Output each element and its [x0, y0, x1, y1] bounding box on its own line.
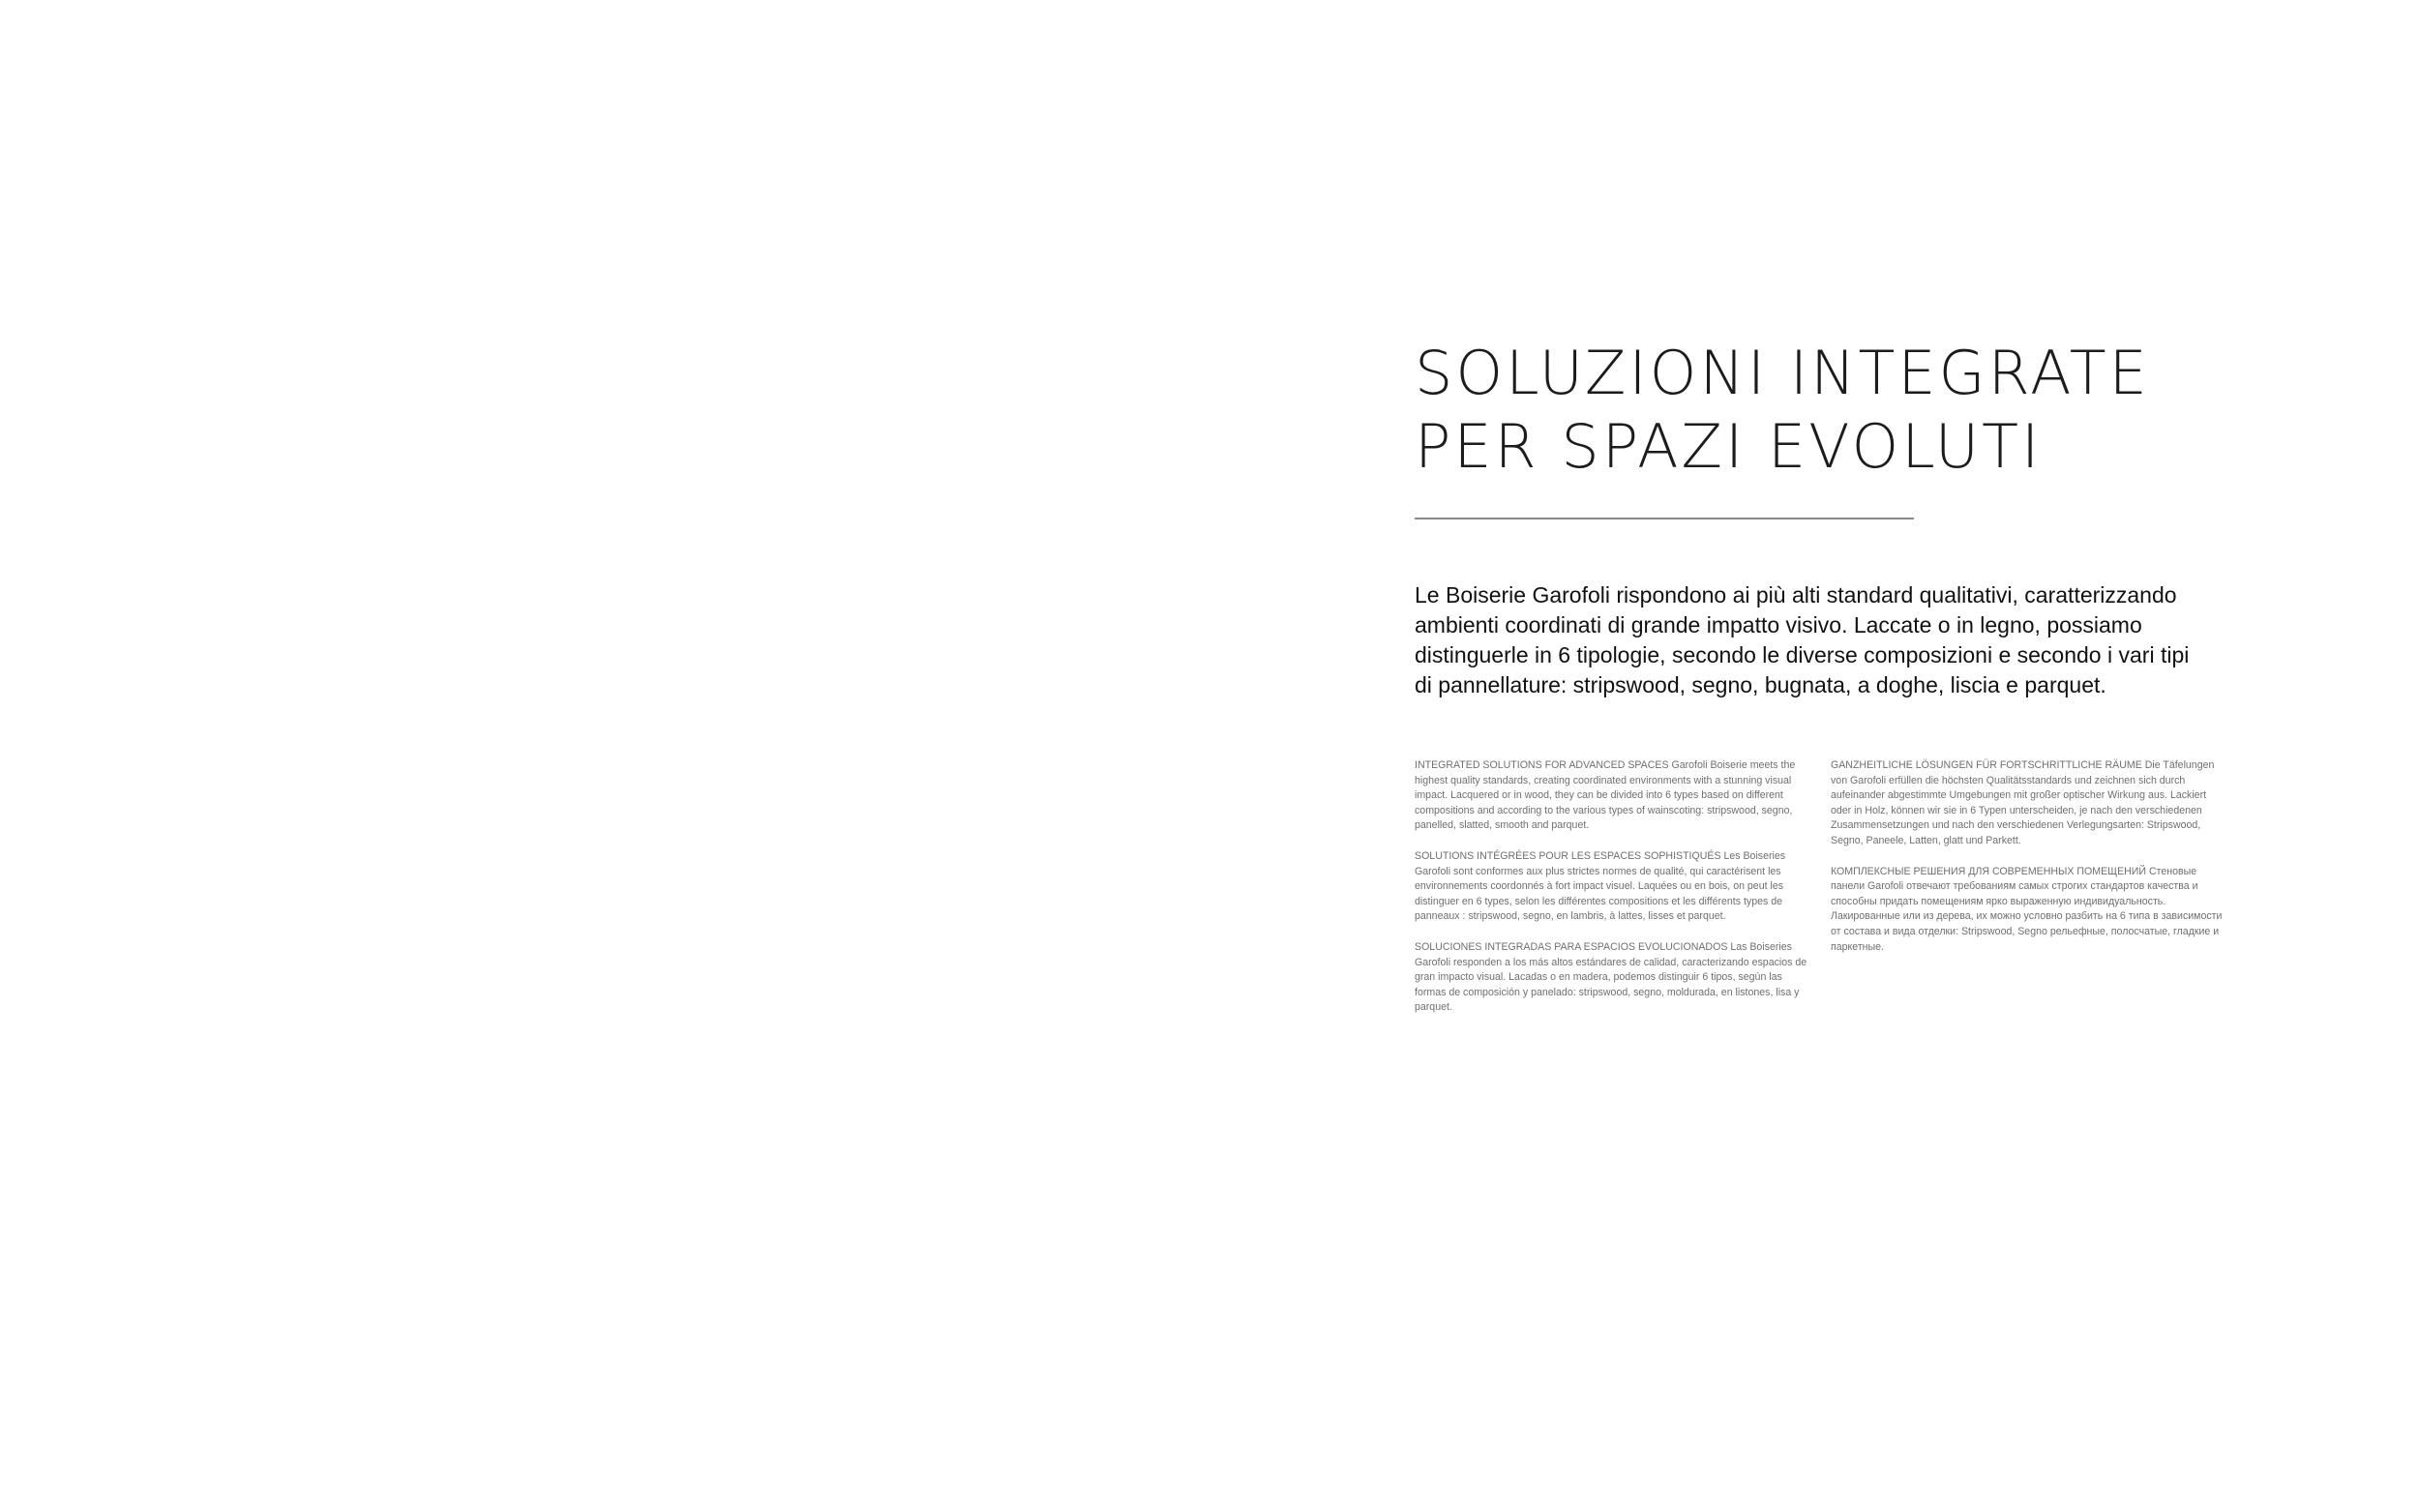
translation-ru — [1831, 865, 2225, 956]
translation-es — [1415, 940, 1809, 1016]
page-title — [1415, 337, 2285, 484]
translation-en-heading: INTEGRATED SOLUTIONS FOR ADVANCED SPACES — [1415, 759, 1672, 771]
translation-fr-body: Les Boiseries Garofoli sont conformes aux plus strictes normes de qualité, qui caractérisent les environnements coordonnés à fort impact visuel. Laquées ou en bois, on peut les distinguer en 6 types, selon les différentes compositions et les différents types de panneaux : stripswood, segno, en lambris, à lattes, lisses et parquet. — [1415, 849, 1786, 923]
translation-ru-body: Стеновые панели Garofoli отвечают требованиям самых строгих стандартов качества и способны придать помещениям ярко выраженную индивидуальность. Лакированные или из дерева, их можно условно разбить на 6 типа в зависимости от состава и вида отделки: Stripswood, Segno рельефные, полосчатые, гладкие и паркетные. — [1831, 865, 2223, 953]
translation-de — [1831, 758, 2225, 849]
translations-column-right — [1831, 758, 2225, 970]
title-divider — [1415, 518, 1914, 519]
translations-column-left — [1415, 758, 1809, 1031]
page-title-line-2: PER SPAZI EVOLUTI — [1415, 411, 2043, 482]
translation-en — [1415, 758, 1809, 834]
translation-es-body: Las Boiseries Garofoli responden a los más altos estándares de calidad, caracterizando espacios de gran impacto visual. Lacadas o en madera, podemos distinguir 6 tipos, según las formas de composición y panelado: stripswood, segno, moldurada, en listones, lisa y parquet. — [1415, 940, 1807, 1014]
translation-de-heading: GANZHEITLICHE LÖSUNGEN FÜR FORTSCHRITTLICHE RÄUME — [1831, 759, 2145, 771]
translation-de-body: Die Täfelungen von Garofoli erfüllen die höchsten Qualitätsstandards und zeichnen sich durch aufeinander abgestimmte Umgebungen mit großer optischer Wirkung aus. Lackiert oder in Holz, können wir sie in 6 Typen unterscheiden, je nach den verschiedenen Zusammensetzungen und nach den verschiedenen Verlegungsarten: Stripswood, Segno, Paneele, Latten, glatt und Parkett. — [1831, 759, 2215, 846]
intro-paragraph: Le Boiserie Garofoli rispondono ai più alti standard qualitativi, caratterizzando ambienti coordinati di grande impatto visivo. Laccate o in legno, possiamo distinguerle in 6 tipologie, secondo le diverse composizioni e secondo i vari tipi di pannellature: stripswood, segno, bugnata, a doghe, liscia e parquet. — [1415, 582, 2190, 697]
page-title-line-1: SOLUZIONI INTEGRATE — [1415, 338, 2150, 408]
translation-es-heading: SOLUCIONES INTEGRADAS PARA ESPACIOS EVOLUCIONADOS — [1415, 940, 1731, 953]
translation-en-body: Garofoli Boiserie meets the highest quality standards, creating coordinated environments with a stunning visual impact. Lacquered or in wood, they can be divided into 6 types based on different compositions and according to the various types of wainscoting: stripswood, segno, panelled, slatted, smooth and parquet. — [1415, 759, 1796, 832]
translation-fr-heading: SOLUTIONS INTÉGRÉES POUR LES ESPACES SOPHISTIQUÉS — [1415, 849, 1724, 862]
translation-fr — [1415, 849, 1809, 925]
translation-ru-heading: КОМПЛЕКСНЫЕ РЕШЕНИЯ ДЛЯ СОВРЕМЕННЫХ ПОМЕЩЕНИЙ — [1831, 865, 2149, 877]
